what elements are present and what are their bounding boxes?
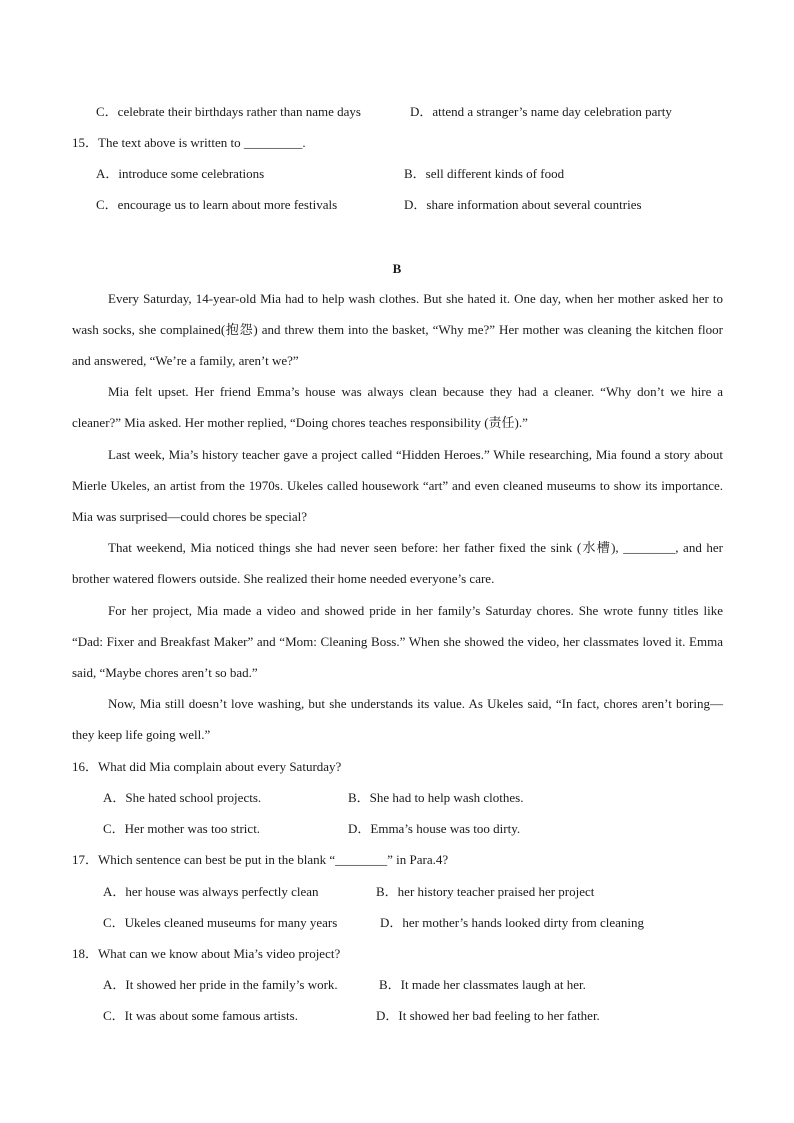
q18-stem: 18．What can we know about Mia’s video project? [72,946,341,961]
passage-paragraph-2: Mia felt upset. Her friend Emma’s house was always clean because they had a cleaner. “Why don’t we hire a cleaner?” Mia asked. Her mother replied, “Doing chores teaches responsibility (责任).” [72,384,723,430]
q14-option-c: C．celebrate their birthdays rather than name days [96,104,361,119]
q17-stem: 17．Which sentence can best be put in the blank “________” in Para.4? [72,852,449,867]
q15-stem: 15．The text above is written to _________. [72,135,306,150]
passage-paragraph-3: Last week, Mia’s history teacher gave a project called “Hidden Heroes.” While researching, Mia found a story about Mierle Ukeles, an artist from the 1970s. Ukeles called housework “art” and even cleaned museums to show its importance. Mia was surprised—could chores be special? [72,447,723,524]
q16-option-a: A．She hated school projects. [103,790,262,805]
passage-paragraph-5: For her project, Mia made a video and showed pride in her family’s Saturday chores. She wrote funny titles like “Dad: Fixer and Breakfast Maker” and “Mom: Cleaning Boss.” When she showed the video, her classmates loved it. Emma said, “Maybe chores aren’t so bad.” [72,603,723,680]
q16-option-b: B．She had to help wash clothes. [348,790,524,805]
q17-option-d: D．her mother’s hands looked dirty from cleaning [380,915,645,930]
q17-option-c: C．Ukeles cleaned museums for many years [103,915,338,930]
q15-option-d: D．share information about several countries [404,197,642,212]
q17-option-b: B．her history teacher praised her project [376,884,595,899]
q14-option-d: D．attend a stranger’s name day celebration party [410,104,672,119]
passage-paragraph-4: That weekend, Mia noticed things she had never seen before: her father fixed the sink (水槽), ________, and her brother watered flowers outside. She realized their home needed everyone’s care. [72,540,723,586]
passage-paragraph-6: Now, Mia still doesn’t love washing, but she understands its value. As Ukeles said, “In fact, chores aren’t boring—they keep life going well.” [72,696,723,742]
q18-option-a: A．It showed her pride in the family’s work. [103,977,338,992]
q15-option-c: C．encourage us to learn about more festivals [96,197,338,212]
q18-option-d: D．It showed her bad feeling to her father. [376,1008,600,1023]
q18-option-c: C．It was about some famous artists. [103,1008,298,1023]
q16-stem: 16．What did Mia complain about every Saturday? [72,759,342,774]
q15-option-b: B．sell different kinds of food [404,166,565,181]
q18-option-b: B．It made her classmates laugh at her. [379,977,586,992]
q16-option-d: D．Emma’s house was too dirty. [348,821,521,836]
passage-paragraph-1: Every Saturday, 14-year-old Mia had to help wash clothes. But she hated it. One day, when her mother asked her to wash socks, she complained(抱怨) and threw them into the basket, “Why me?” Her mother was cleaning the kitchen floor and answered, “We’re a family, aren’t we?” [72,291,723,368]
q17-option-a: A．her house was always perfectly clean [103,884,319,899]
section-title: B [392,261,402,276]
q15-option-a: A．introduce some celebrations [96,166,265,181]
q16-option-c: C．Her mother was too strict. [103,821,261,836]
